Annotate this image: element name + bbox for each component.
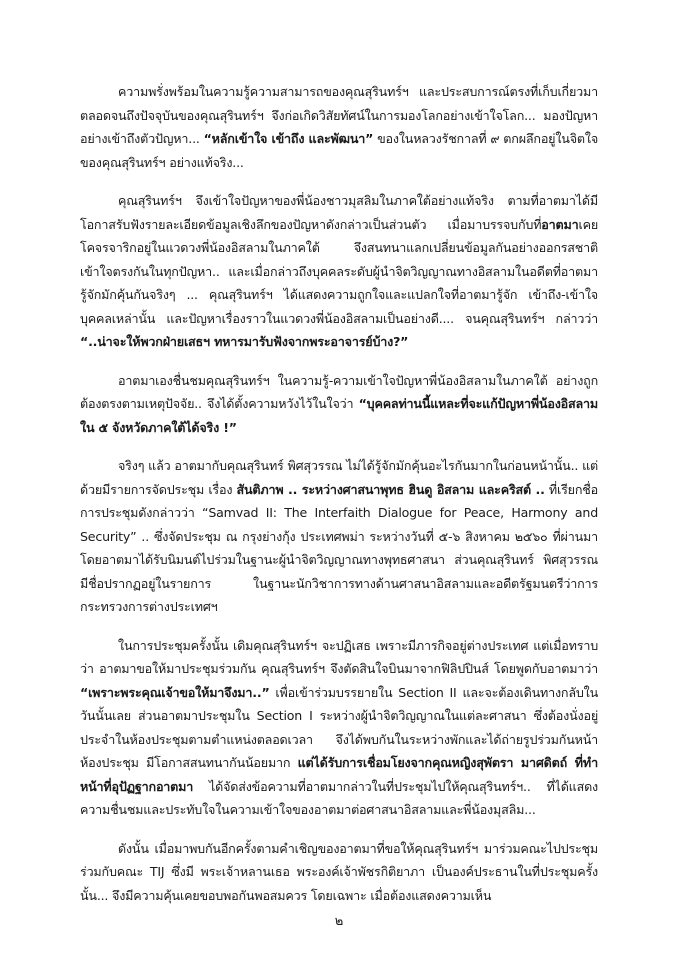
text-run: อาตมาเองชื่นชมคุณสุรินทร์ฯ ในความรู้-ความเข้าใจปัญหาพี่น้องอิสลามในภาคใต้ อย่างถูกต้องตรงตามเหตุปัจจัย.. จึงได้ตั้งความหวังไว้ในใจว่า <box>80 372 598 411</box>
paragraph-3 <box>80 369 598 440</box>
bold-text: แต่ได้รับการเชื่อมโยงจากคุณหญิงสุพัตรา มาศดิตถ์ ที่ทำหน้าที่อุปัฏฐากอาตมา <box>80 755 599 794</box>
text-run: เพื่อเข้าร่วมบรรยายใน Section II และจะต้องเดินทางกลับในวันนั้นเลย ส่วนอาตมาประชุมใน Section I ระหว่างผู้นำจิตวิญญาณในแต่ละศาสนา ซึ่งต้องนั่งอยู่ประจำในห้องประชุมตามตำแหน่งตลอดเวลา จึงได้พบกันในระหว่างพักและได้ถ่ายรูปร่วมกันหน้าห้องประชุม มีโอกาสสนทนากันน้อยมาก <box>80 684 598 770</box>
bold-text: “เพราะพระคุณเจ้าขอให้มาจึงมา..” <box>80 684 270 700</box>
text-run: เคยโคจรจาริกอยู่ในแวดวงพี่น้องอิสลามในภาคใต้ จึงสนทนาแลกเปลี่ยนข้อมูลกันอย่างออกรสชาติ เข้าใจตรงกันในทุกปัญหา.. และเมื่อกล่าวถึงบุคคลระดับผู้นำจิตวิญญาณทางอิสลามในอดีตที่อาตมารู้จักมักคุ้นกันจริงๆ ... คุณสุรินทร์ฯ ได้แสดงความถูกใจและแปลกใจที่อาตมารู้จัก เข้าถึง-เข้าใจบุคคลเหล่านั้น และปัญหาเรื่องราวในแวดวงพี่น้องอิสลามเป็นอย่างดี.... จนคุณสุรินทร์ฯ กล่าวว่า <box>80 216 598 326</box>
bold-text: สันติภาพ .. ระหว่างศาสนาพุทธ ฮินดู อิสลาม และคริสต์ .. <box>236 481 545 497</box>
text-run: ของในหลวงรัชกาลที่ ๙ ตกผลึกอยู่ในจิตใจของคุณสุรินทร์ฯ อย่างแท้จริง... <box>80 131 599 170</box>
text-run: จริงๆ แล้ว อาตมากับคุณสุรินทร์ พิศสุวรรณ ไม่ได้รู้จักมักคุ้นอะไรกันมากในก่อนหน้านั้น.. แต่ด้วยมีรายการจัดประชุม เรื่อง <box>80 458 598 497</box>
text-run: ที่เรียกชื่อการประชุมดังกล่าวว่า “Samvad II: The Interfaith Dialogue for Peace, Harmony and Security” .. ซึ่งจัดประชุม ณ กรุงย่างกุ้ง ประเทศพม่า ระหว่างวันที่ ๕-๖ สิงหาคม ๒๕๖๐ ที่ผ่านมา โดยอาตมาได้รับนิมนต์ไปร่วมในฐานะผู้นำจิตวิญญาณทางพุทธศาสนา ส่วนคุณสุรินทร์ พิศสุวรรณ มีชื่อปรากฏอยู่ในรายการ ในฐานะนักวิชาการทางด้านศาสนาอิสลามและอดีตรัฐมนตรีว่าการกระทรวงการต่างประเทศฯ <box>80 481 598 614</box>
paragraph-2 <box>80 189 598 354</box>
text-run: ความพรั่งพร้อมในความรู้ความสามารถของคุณสุรินทร์ฯ และประสบการณ์ตรงที่เก็บเกี่ยวมาตลอดจนถึงปัจจุบันของคุณสุรินทร์ฯ จึงก่อเกิดวิสัยทัศน์ในการมองโลกอย่างเข้าใจโลก... มองปัญหาอย่างเข้าถึงตัวปัญหา... <box>80 84 598 146</box>
text-run: ในการประชุมครั้งนั้น เดิมคุณสุรินทร์ฯ จะปฏิเสธ เพราะมีภารกิจอยู่ต่างประเทศ แต่เมื่อทราบว่า อาตมาขอให้มาประชุมร่วมกัน คุณสุรินทร์ฯ จึงตัดสินใจบินมาจากฟิลิปปินส์ โดยพูดกับอาตมาว่า <box>80 637 598 676</box>
bold-text: “บุคคลท่านนี้แหละที่จะแก้ปัญหาพี่น้องอิสลามใน ๕ จังหวัดภาคใต้ได้จริง !” <box>80 396 598 435</box>
paragraph-1 <box>80 80 598 174</box>
text-run: ได้จัดส่งข้อความที่อาตมากล่าวในที่ประชุมไปให้คุณสุรินทร์ฯ.. ที่ได้แสดงความชื่นชมและประทับใจในความเข้าใจของอาตมาต่อศาสนาอิสลามและพี่น้องมุสลิม... <box>80 778 598 817</box>
page-number: ๒ <box>334 914 344 929</box>
body-text <box>80 80 598 907</box>
paragraph-5 <box>80 634 598 822</box>
bold-text: “..น่าจะให้พวกฝ่ายเสธฯ ทหารมารับฟังจากพระอาจารย์บ้าง?” <box>80 334 409 349</box>
text-run: คุณสุรินทร์ฯ จึงเข้าใจปัญหาของพี่น้องชาวมุสลิมในภาคใต้อย่างแท้จริง ตามที่อาตมาได้มีโอกาสรับฟังรายละเอียดข้อมูลเชิงลึกของปัญหาดังกล่าวเป็นส่วนตัว เมื่อมาบรรจบกับที่ <box>80 193 598 232</box>
bold-text: “หลักเข้าใจ เข้าถึง และพัฒนา” <box>203 131 374 146</box>
text-run: ดังนั้น เมื่อมาพบกันอีกครั้งตามคำเชิญของอาตมาที่ขอให้คุณสุรินทร์ฯ มาร่วมคณะไปประชุมร่วมกับคณะ TIJ ซึ่งมี พระเจ้าหลานเธอ พระองค์เจ้าพัชรกิติยาภา เป็นองค์ประธานในที่ประชุมครั้งนั้น... จึงมีความคุ้นเคยขอบพอกันพอสมควร โดยเฉพาะ เมื่อต้องแสดงความเห็น <box>80 840 598 903</box>
bold-text: อาตมา <box>541 216 579 232</box>
paragraph-6 <box>80 837 598 908</box>
paragraph-4 <box>80 454 598 619</box>
